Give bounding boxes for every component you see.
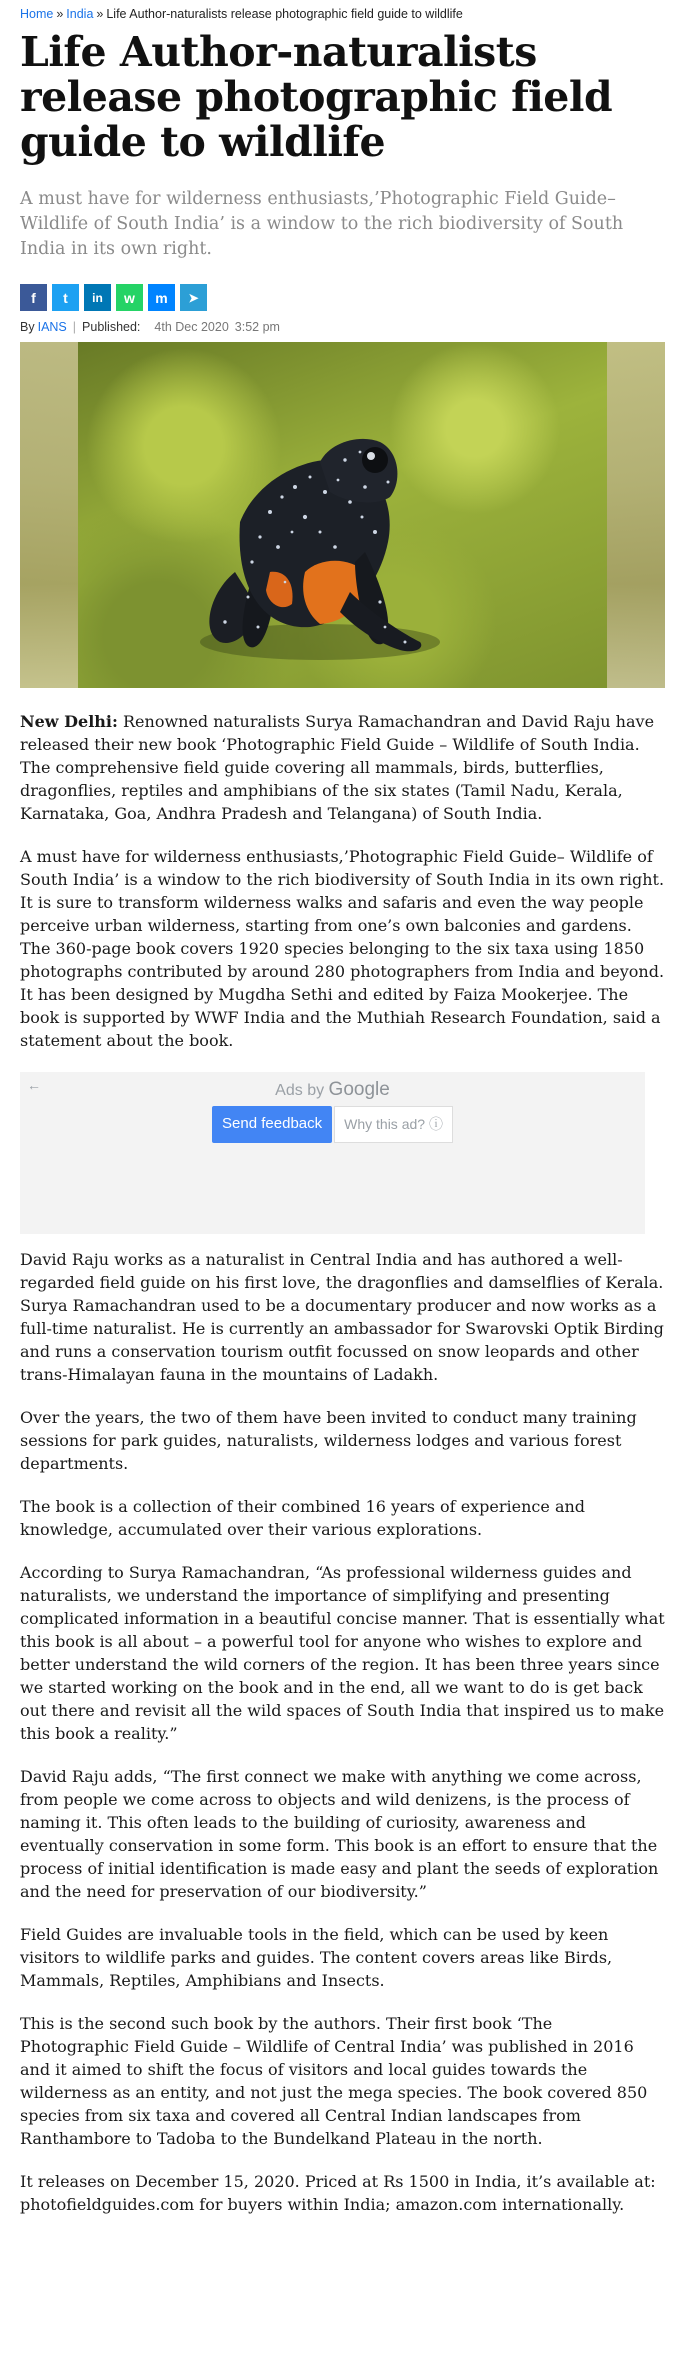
info-icon: ⓘ	[428, 1116, 443, 1132]
article-standfirst: A must have for wilderness enthusiasts,’Photographic Field Guide– Wildlife of South India’ is a window to the rich biodiversity of South India in its own right.	[20, 189, 624, 259]
article-paragraph: David Raju adds, “The first connect we make with anything we come across, from people we come across to objects and wild denizens, is the process of naming it. This often leads to the building of curiosity, awareness and eventually conservation in some form. This book is an effort to ensure that the process of initial identification is made easy and plant the seeds of exploration and the need for preservation of our biodiversity.”	[20, 1767, 659, 1901]
ads-by-google	[20, 1078, 645, 1102]
breadcrumb	[20, 0, 665, 22]
article-paragraph-lead	[20, 710, 665, 825]
breadcrumb-india-link[interactable]: India	[66, 7, 94, 21]
dateline: New Delhi:	[20, 712, 118, 731]
byline-by: By	[20, 320, 35, 334]
share-bar	[20, 284, 665, 311]
author-link[interactable]: IANS	[37, 320, 67, 334]
twitter-icon[interactable]: t	[52, 284, 79, 311]
ad-buttons	[20, 1106, 645, 1143]
back-arrow-icon[interactable]: ←	[27, 1077, 41, 1093]
byline-divider: |	[72, 320, 77, 334]
why-this-ad-button[interactable]	[334, 1106, 453, 1143]
article-paragraph: It releases on December 15, 2020. Priced at Rs 1500 in India, it’s available at: photofieldguides.com for buyers within India; amazon.com internationally.	[20, 2172, 656, 2214]
frog-illustration	[20, 342, 665, 688]
lead-text: Renowned naturalists Surya Ramachandran and David Raju have released their new book ‘Photographic Field Guide – Wildlife of South India. The comprehensive field guide covering all mammals, birds, butterflies, dragonflies, reptiles and amphibians of the six states (Tamil Nadu, Kerala, Karnataka, Goa, Andhra Pradesh and Telangana) of South India.	[20, 712, 655, 823]
article-paragraph: According to Surya Ramachandran, “As professional wilderness guides and naturalists, we understand the importance of simplifying and presenting complicated information in a beautiful concise manner. That is essentially what this book is all about – a powerful tool for anyone who wishes to explore and better understand the wild corners of the region. It has been three years since we started working on the book and in the end, all we want to do is get back out there and revisit all the wild spaces of South India that inspired us to make this book a reality.”	[20, 1563, 665, 1743]
article-paragraph: Field Guides are invaluable tools in the field, which can be used by keen visitors to wildlife parks and guides. The content covers areas like Birds, Mammals, Reptiles, Amphibians and Insects.	[20, 1925, 613, 1990]
article-paragraph: David Raju works as a naturalist in Central India and has authored a well-regarded field guide on his first love, the dragonflies and damselflies of Kerala. Surya Ramachandran used to be a documentary producer and now works as a full-time naturalist. He is currently an ambassador for Swarovski Optik Birding and runs a conservation tourism outfit focussed on snow leopards and other trans-Himalayan fauna in the mountains of Ladakh.	[20, 1250, 664, 1384]
page-title: Life Author-naturalists release photographic field guide to wildlife	[20, 28, 613, 166]
facebook-icon[interactable]: f	[20, 284, 47, 311]
send-feedback-button[interactable]: Send feedback	[212, 1106, 332, 1143]
why-this-ad-label: Why this ad?	[344, 1116, 426, 1132]
linkedin-icon[interactable]: in	[84, 284, 111, 311]
ads-by-label: Ads by	[275, 1082, 325, 1099]
whatsapp-icon[interactable]: w	[116, 284, 143, 311]
telegram-icon[interactable]: ➤	[180, 284, 207, 311]
published-time: 3:52 pm	[234, 320, 280, 334]
breadcrumb-separator: »	[96, 7, 104, 21]
breadcrumb-current: Life Author-naturalists release photographic field guide to wildlife	[106, 7, 463, 21]
google-logo: Google	[328, 1079, 390, 1100]
article-paragraph: Over the years, the two of them have been invited to conduct many training sessions for park guides, naturalists, wilderness lodges and various forest departments.	[20, 1408, 637, 1473]
article-body	[20, 710, 665, 2216]
published-label: Published:	[82, 320, 141, 334]
ad-container	[20, 1072, 645, 1234]
hero-image-frog	[20, 342, 665, 688]
breadcrumb-separator: »	[56, 7, 64, 21]
byline	[20, 320, 665, 334]
breadcrumb-home-link[interactable]: Home	[20, 7, 54, 21]
article-paragraph: The book is a collection of their combined 16 years of experience and knowledge, accumulated over their various explorations.	[20, 1497, 586, 1539]
article-paragraph: This is the second such book by the authors. Their first book ‘The Photographic Field Guide – Wildlife of Central India’ was published in 2016 and it aimed to shift the focus of visitors and local guides towards the wilderness as an entity, and not just the mega species. The book covered 850 species from six taxa and covered all Central Indian landscapes from Ranthambore to Tadoba to the Bundelkand Plateau in the north.	[20, 2014, 648, 2148]
article-paragraph: A must have for wilderness enthusiasts,’Photographic Field Guide– Wildlife of South India’ is a window to the rich biodiversity of South India in its own right. It is sure to transform wilderness walks and safaris and even the way people perceive urban wilderness, starting from one’s own balconies and gardens. The 360-page book covers 1920 species belonging to the six taxa using 1850 photographs contributed by around 280 photographers from India and beyond. It has been designed by Mugdha Sethi and edited by Faiza Mookerjee. The book is supported by WWF India and the Muthiah Research Foundation, said a statement about the book.	[20, 847, 665, 1050]
published-date: 4th Dec 2020	[154, 320, 229, 334]
messenger-icon[interactable]: m	[148, 284, 175, 311]
